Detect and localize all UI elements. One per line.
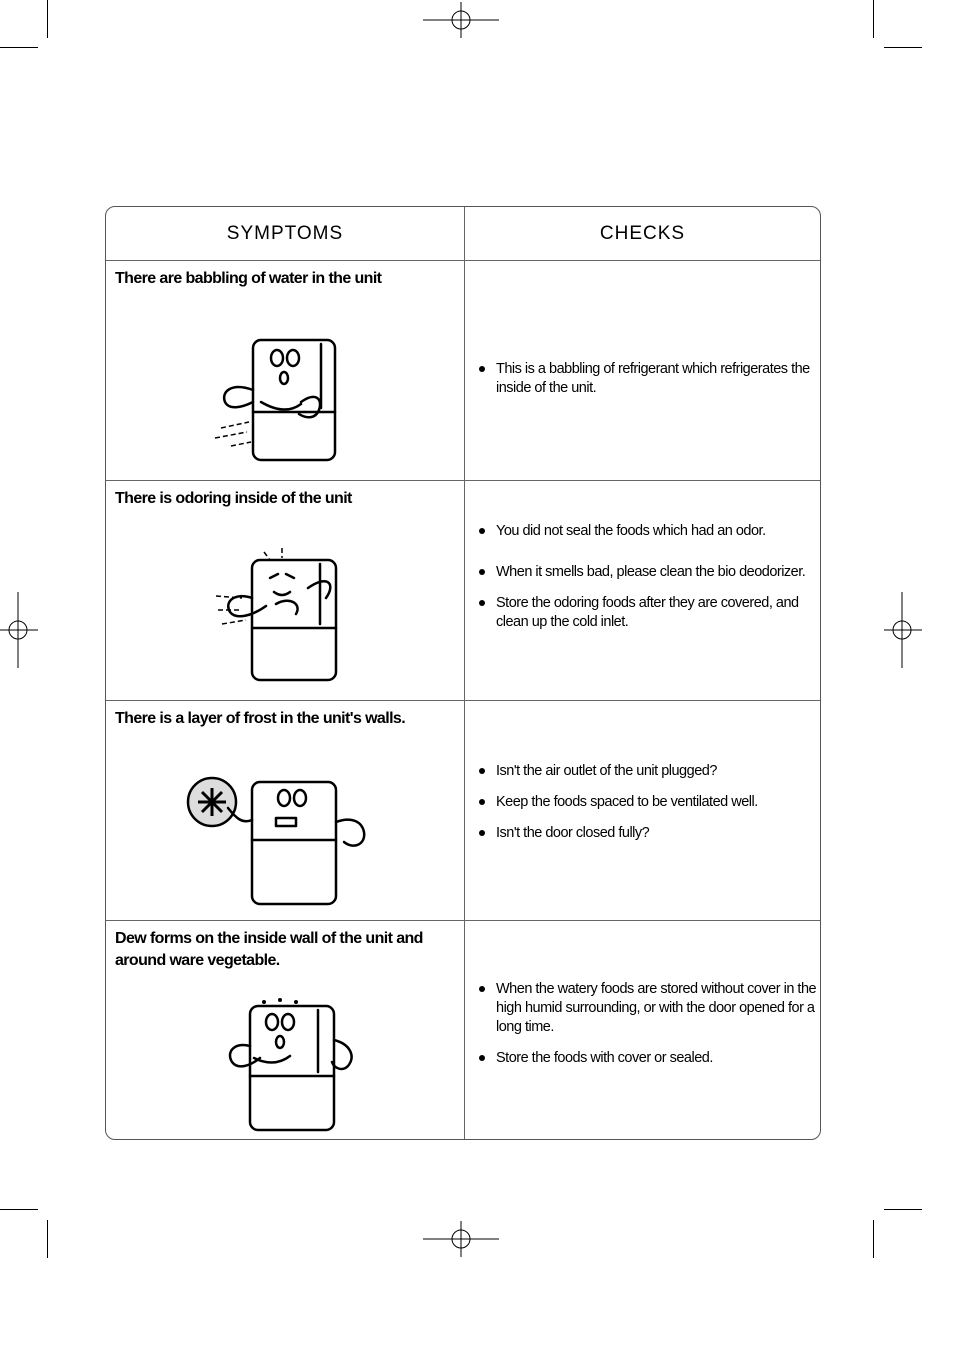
list-item: Isn't the air outlet of the unit plugged? bbox=[478, 762, 818, 781]
checks-list bbox=[478, 360, 818, 410]
list-item: Isn't the door closed fully? bbox=[478, 824, 818, 843]
fridge-character-water-icon bbox=[211, 332, 351, 464]
crop-mark bbox=[873, 1220, 874, 1258]
list-item: Store the odoring foods after they are covered, and clean up the cold inlet. bbox=[478, 594, 818, 632]
table-row bbox=[106, 260, 820, 480]
list-item: Store the foods with cover or sealed. bbox=[478, 1049, 818, 1068]
registration-mark-icon bbox=[884, 592, 922, 668]
crop-mark bbox=[884, 47, 922, 48]
fridge-character-dew-icon bbox=[224, 996, 364, 1134]
symptom-text: There is a layer of frost in the unit's walls. bbox=[115, 710, 406, 727]
crop-mark bbox=[0, 47, 38, 48]
list-item: When the watery foods are stored without cover in the high humid surrounding, or with the door opened for a long time. bbox=[478, 980, 818, 1037]
fridge-character-odor-icon bbox=[216, 548, 346, 684]
symptom-text: Dew forms on the inside wall of the unit and around ware vegetable. bbox=[115, 930, 423, 969]
checks-header: CHECKS bbox=[599, 222, 686, 244]
checks-list bbox=[478, 980, 818, 1080]
symptom-text: There is odoring inside of the unit bbox=[115, 490, 352, 507]
table-row bbox=[106, 480, 820, 700]
fridge-character-frost-icon bbox=[184, 768, 374, 908]
crop-mark bbox=[873, 0, 874, 38]
crop-mark bbox=[47, 1220, 48, 1258]
registration-mark-icon bbox=[423, 1221, 499, 1257]
registration-mark-icon bbox=[423, 2, 499, 38]
crop-mark bbox=[884, 1209, 922, 1210]
symptoms-header: SYMPTOMS bbox=[226, 222, 344, 244]
table-row bbox=[106, 700, 820, 920]
list-item: When it smells bad, please clean the bio deodorizer. bbox=[478, 563, 818, 582]
symptom-text: There are babbling of water in the unit bbox=[115, 270, 382, 287]
table-row bbox=[106, 920, 820, 1140]
troubleshooting-table bbox=[105, 206, 821, 1140]
list-item: You did not seal the foods which had an odor. bbox=[478, 522, 818, 541]
checks-list bbox=[478, 762, 818, 855]
registration-mark-icon bbox=[0, 592, 38, 668]
crop-mark bbox=[0, 1209, 38, 1210]
crop-mark bbox=[47, 0, 48, 38]
list-item: This is a babbling of refrigerant which refrigerates the inside of the unit. bbox=[478, 360, 818, 398]
checks-list bbox=[478, 522, 818, 644]
list-item: Keep the foods spaced to be ventilated well. bbox=[478, 793, 818, 812]
